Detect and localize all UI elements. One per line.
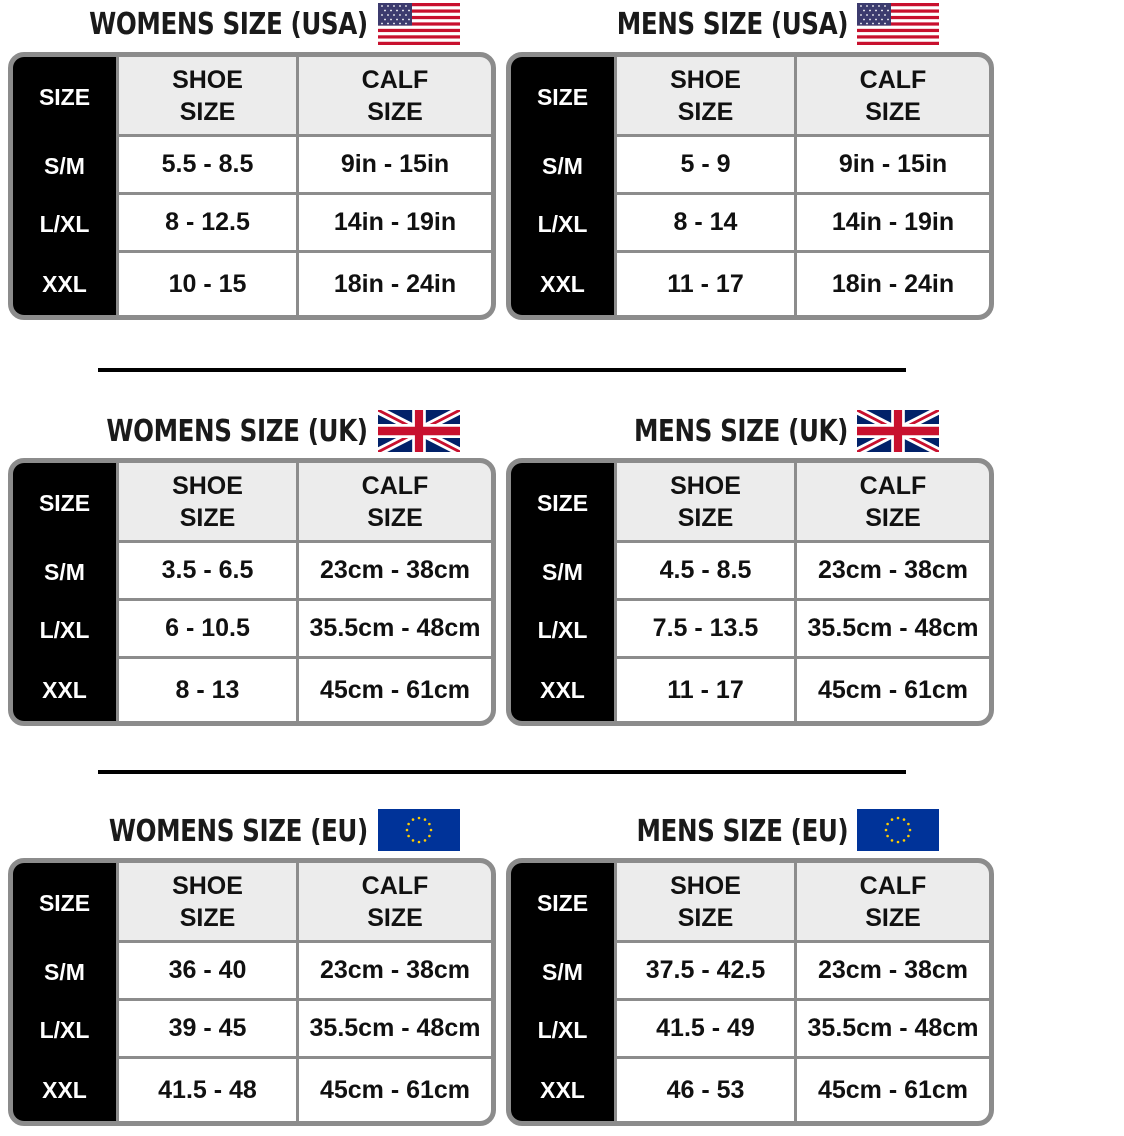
calf-size-value: 23cm - 38cm bbox=[794, 543, 989, 601]
calf-size-header-line2: SIZE bbox=[367, 903, 423, 932]
shoe-size-header-line1: SHOE bbox=[172, 65, 243, 94]
size-column-header: SIZE bbox=[511, 863, 614, 943]
shoe-size-value: 4.5 - 8.5 bbox=[614, 543, 794, 601]
uk-flag-icon bbox=[378, 410, 460, 452]
calf-size-header-line2: SIZE bbox=[367, 97, 423, 126]
eu-flag-icon bbox=[378, 809, 460, 851]
calf-size-header bbox=[296, 57, 491, 137]
shoe-size-value: 8 - 14 bbox=[614, 195, 794, 253]
shoe-size-header-line1: SHOE bbox=[172, 471, 243, 500]
size-label: L/XL bbox=[511, 601, 614, 659]
shoe-size-value: 41.5 - 49 bbox=[614, 1001, 794, 1059]
shoe-size-header-line2: SIZE bbox=[677, 97, 734, 126]
shoe-size-value: 5 - 9 bbox=[614, 137, 794, 195]
shoe-size-header-line2: SIZE bbox=[179, 503, 236, 532]
size-table bbox=[13, 57, 491, 315]
shoe-size-header-line1: SHOE bbox=[172, 871, 243, 900]
womens-usa-title: WOMENS SIZE (USA) bbox=[89, 6, 368, 42]
size-label: XXL bbox=[13, 253, 116, 315]
size-column-header: SIZE bbox=[13, 863, 116, 943]
size-label: XXL bbox=[511, 659, 614, 721]
shoe-size-header-line1: SHOE bbox=[670, 471, 741, 500]
section-divider bbox=[98, 368, 906, 372]
size-label: XXL bbox=[13, 659, 116, 721]
shoe-size-header bbox=[116, 863, 296, 943]
shoe-size-value: 11 - 17 bbox=[614, 659, 794, 721]
calf-size-value: 45cm - 61cm bbox=[296, 1059, 491, 1121]
calf-size-header bbox=[794, 863, 989, 943]
womens-usa-chart bbox=[8, 52, 496, 320]
eu-flag-icon bbox=[857, 809, 939, 851]
size-table bbox=[511, 463, 989, 721]
size-column-header: SIZE bbox=[13, 57, 116, 137]
mens-eu-chart bbox=[506, 858, 994, 1126]
size-label: XXL bbox=[511, 253, 614, 315]
shoe-size-header bbox=[116, 463, 296, 543]
calf-size-value: 35.5cm - 48cm bbox=[296, 1001, 491, 1059]
mens-uk-title-row bbox=[560, 411, 848, 451]
size-column-header: SIZE bbox=[511, 57, 614, 137]
size-label: L/XL bbox=[13, 1001, 116, 1059]
shoe-size-value: 10 - 15 bbox=[116, 253, 296, 315]
womens-uk-title-row bbox=[60, 411, 368, 451]
calf-size-header bbox=[296, 463, 491, 543]
shoe-size-value: 3.5 - 6.5 bbox=[116, 543, 296, 601]
size-label: L/XL bbox=[13, 195, 116, 253]
shoe-size-value: 41.5 - 48 bbox=[116, 1059, 296, 1121]
calf-size-header-line1: CALF bbox=[361, 65, 429, 94]
shoe-size-header bbox=[116, 57, 296, 137]
size-label: S/M bbox=[511, 943, 614, 1001]
calf-size-value: 35.5cm - 48cm bbox=[296, 601, 491, 659]
mens-usa-title: MENS SIZE (USA) bbox=[616, 6, 848, 42]
size-label: S/M bbox=[13, 137, 116, 195]
mens-eu-title: MENS SIZE (EU) bbox=[636, 813, 848, 849]
mens-eu-title-row bbox=[560, 811, 848, 851]
shoe-size-value: 8 - 13 bbox=[116, 659, 296, 721]
shoe-size-value: 5.5 - 8.5 bbox=[116, 137, 296, 195]
shoe-size-value: 6 - 10.5 bbox=[116, 601, 296, 659]
calf-size-header-line1: CALF bbox=[859, 65, 927, 94]
calf-size-header-line1: CALF bbox=[859, 871, 927, 900]
size-column-header: SIZE bbox=[13, 463, 116, 543]
womens-uk-chart bbox=[8, 458, 496, 726]
shoe-size-header-line2: SIZE bbox=[677, 503, 734, 532]
shoe-size-header-line2: SIZE bbox=[677, 903, 734, 932]
usa-flag-icon bbox=[857, 3, 939, 45]
uk-flag-icon bbox=[857, 410, 939, 452]
calf-size-header-line1: CALF bbox=[361, 471, 429, 500]
size-label: L/XL bbox=[511, 1001, 614, 1059]
calf-size-value: 23cm - 38cm bbox=[794, 943, 989, 1001]
shoe-size-header-line2: SIZE bbox=[179, 97, 236, 126]
mens-usa-chart bbox=[506, 52, 994, 320]
shoe-size-header-line1: SHOE bbox=[670, 871, 741, 900]
womens-usa-title-row bbox=[60, 4, 368, 44]
calf-size-value: 35.5cm - 48cm bbox=[794, 1001, 989, 1059]
shoe-size-header-line2: SIZE bbox=[179, 903, 236, 932]
calf-size-header-line1: CALF bbox=[859, 471, 927, 500]
shoe-size-value: 8 - 12.5 bbox=[116, 195, 296, 253]
shoe-size-header bbox=[614, 463, 794, 543]
shoe-size-value: 36 - 40 bbox=[116, 943, 296, 1001]
size-label: S/M bbox=[511, 137, 614, 195]
shoe-size-value: 39 - 45 bbox=[116, 1001, 296, 1059]
mens-usa-title-row bbox=[560, 4, 848, 44]
shoe-size-value: 46 - 53 bbox=[614, 1059, 794, 1121]
size-column-header: SIZE bbox=[511, 463, 614, 543]
calf-size-header bbox=[794, 463, 989, 543]
shoe-size-value: 37.5 - 42.5 bbox=[614, 943, 794, 1001]
size-table bbox=[511, 863, 989, 1121]
calf-size-header-line1: CALF bbox=[361, 871, 429, 900]
womens-eu-chart bbox=[8, 858, 496, 1126]
calf-size-header-line2: SIZE bbox=[865, 503, 921, 532]
womens-eu-title-row bbox=[60, 811, 368, 851]
calf-size-header-line2: SIZE bbox=[367, 503, 423, 532]
size-label: L/XL bbox=[13, 601, 116, 659]
size-table bbox=[13, 463, 491, 721]
calf-size-value: 23cm - 38cm bbox=[296, 943, 491, 1001]
usa-flag-icon bbox=[378, 3, 460, 45]
shoe-size-header bbox=[614, 863, 794, 943]
shoe-size-header-line1: SHOE bbox=[670, 65, 741, 94]
shoe-size-value: 11 - 17 bbox=[614, 253, 794, 315]
calf-size-header-line2: SIZE bbox=[865, 903, 921, 932]
size-label: L/XL bbox=[511, 195, 614, 253]
calf-size-value: 18in - 24in bbox=[296, 253, 491, 315]
section-divider bbox=[98, 770, 906, 774]
size-table bbox=[511, 57, 989, 315]
mens-uk-title: MENS SIZE (UK) bbox=[633, 413, 848, 449]
size-label: S/M bbox=[13, 943, 116, 1001]
calf-size-value: 14in - 19in bbox=[794, 195, 989, 253]
mens-uk-chart bbox=[506, 458, 994, 726]
calf-size-value: 18in - 24in bbox=[794, 253, 989, 315]
calf-size-header bbox=[296, 863, 491, 943]
size-table bbox=[13, 863, 491, 1121]
size-label: S/M bbox=[511, 543, 614, 601]
calf-size-value: 45cm - 61cm bbox=[794, 659, 989, 721]
calf-size-value: 45cm - 61cm bbox=[794, 1059, 989, 1121]
size-label: XXL bbox=[511, 1059, 614, 1121]
calf-size-value: 14in - 19in bbox=[296, 195, 491, 253]
calf-size-value: 9in - 15in bbox=[794, 137, 989, 195]
calf-size-value: 23cm - 38cm bbox=[296, 543, 491, 601]
shoe-size-header bbox=[614, 57, 794, 137]
womens-uk-title: WOMENS SIZE (UK) bbox=[106, 413, 368, 449]
size-label: XXL bbox=[13, 1059, 116, 1121]
womens-eu-title: WOMENS SIZE (EU) bbox=[109, 813, 368, 849]
shoe-size-value: 7.5 - 13.5 bbox=[614, 601, 794, 659]
calf-size-header-line2: SIZE bbox=[865, 97, 921, 126]
calf-size-value: 35.5cm - 48cm bbox=[794, 601, 989, 659]
calf-size-value: 9in - 15in bbox=[296, 137, 491, 195]
size-label: S/M bbox=[13, 543, 116, 601]
calf-size-header bbox=[794, 57, 989, 137]
calf-size-value: 45cm - 61cm bbox=[296, 659, 491, 721]
